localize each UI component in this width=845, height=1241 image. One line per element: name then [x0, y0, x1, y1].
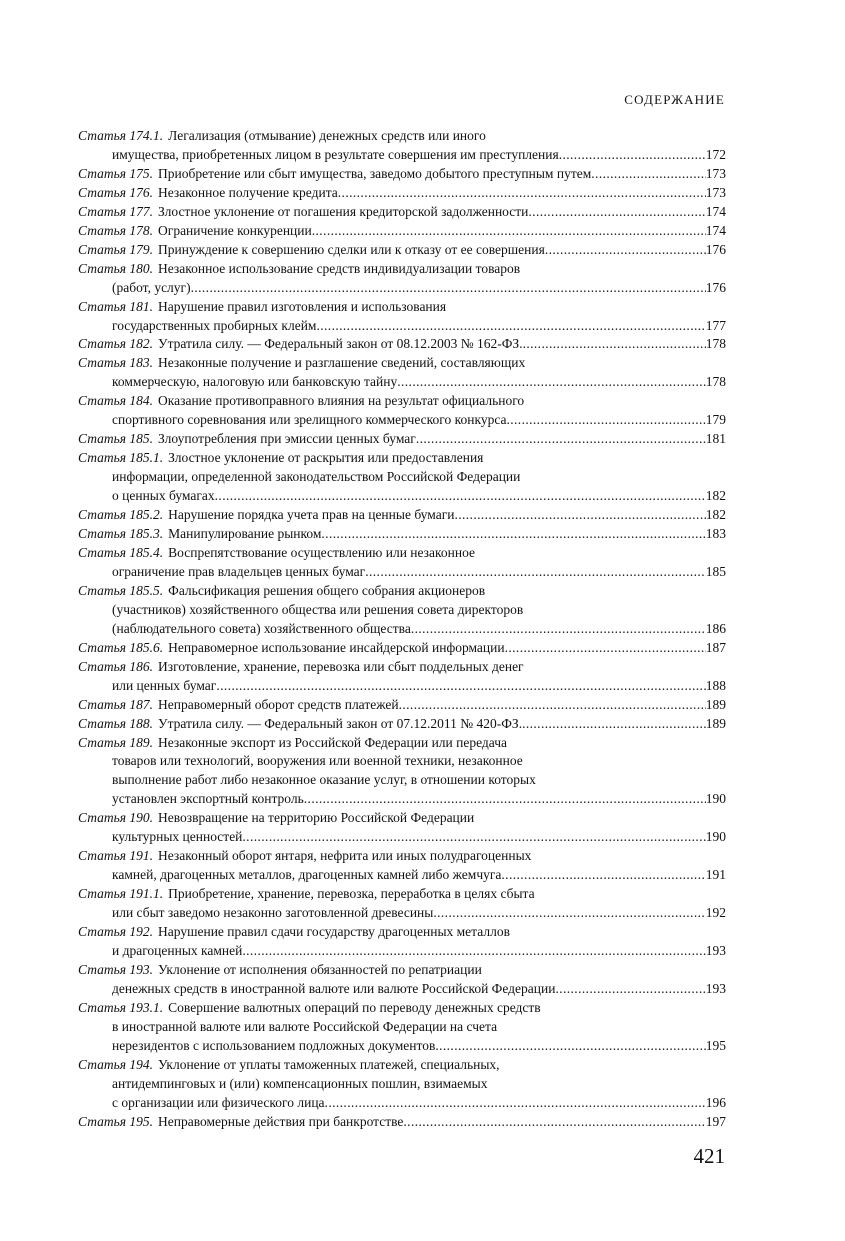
page-ref: 191 [705, 867, 726, 883]
page-ref: 187 [705, 639, 726, 655]
page-ref: 174 [705, 203, 726, 219]
toc-entry-line [78, 354, 726, 373]
toc-entry [78, 127, 726, 165]
toc-entry-line [78, 1113, 726, 1132]
toc-entry [78, 1113, 726, 1132]
article-title-text: Ограничение конкуренции [158, 222, 312, 238]
dot-leader [191, 279, 706, 298]
article-label: Статья 185.1. [78, 450, 164, 466]
toc-entry [78, 639, 726, 658]
article-title-text: Злостное уклонение от раскрытия или предоставления [168, 450, 484, 466]
article-title-text: Незаконный оборот янтаря, нефрита или иных полудрагоценных [158, 848, 532, 864]
toc-entry-line [78, 999, 726, 1018]
page-ref: 173 [705, 165, 726, 181]
toc-entry [78, 1056, 726, 1113]
toc-entry-line [78, 146, 726, 165]
page-number: 421 [693, 1144, 725, 1168]
article-title-text: установлен экспортный контроль [112, 791, 304, 807]
toc-entry-line [78, 1094, 726, 1113]
dot-leader [591, 165, 705, 184]
article-title-text: Легализация (отмывание) денежных средств или иного [168, 128, 486, 143]
article-label: Статья 187. [78, 696, 154, 712]
dot-leader [242, 828, 705, 847]
toc-entry-line [78, 203, 726, 222]
article-title-text: Утратила силу. — Федеральный закон от 08.12.2003 № 162-ФЗ. [158, 336, 523, 352]
toc-entry [78, 961, 726, 999]
article-title-text: Фальсификация решения общего собрания акционеров [168, 582, 486, 598]
article-title-text: Уклонение от уплаты таможенных платежей, специальных, [158, 1056, 500, 1072]
toc-entry [78, 184, 726, 203]
dot-leader [435, 1037, 705, 1056]
toc-entry-line [78, 468, 726, 487]
toc-entry [78, 260, 726, 298]
article-title-text: Уклонение от исполнения обязанностей по репатриации [158, 961, 482, 977]
toc-entry-line [78, 620, 726, 639]
article-title-text: Нарушение правил сдачи государству драгоценных металлов [158, 924, 510, 940]
article-title-text: антидемпинговых и (или) компенсационных пошлин, взимаемых [112, 1075, 488, 1091]
toc-entry-line [78, 790, 726, 809]
article-label: Статья 189. [78, 734, 154, 750]
article-label: Статья 192. [78, 924, 154, 940]
dot-leader [416, 430, 706, 449]
article-label: Статья 190. [78, 810, 154, 826]
toc-entry-line [78, 430, 726, 449]
article-label: Статья 184. [78, 393, 154, 409]
dot-leader [506, 411, 705, 430]
article-title-text: Неправомерные действия при банкротстве [158, 1113, 404, 1129]
article-label: Статья 193.1. [78, 999, 164, 1015]
toc-entry-line [78, 165, 726, 184]
page-ref: 190 [705, 791, 726, 807]
toc-entry-line [78, 411, 726, 430]
dot-leader [454, 506, 705, 525]
article-title-text: коммерческую, налоговую или банковскую тайну [112, 374, 398, 390]
page-ref: 182 [705, 488, 726, 504]
article-title-text: камней, драгоценных металлов, драгоценных камней либо жемчуга [112, 867, 502, 883]
article-title-text: Приобретение или сбыт имущества, заведомо добытого преступным путем [158, 165, 592, 181]
page-ref: 179 [705, 412, 726, 428]
dot-leader [325, 1094, 706, 1113]
page-ref: 172 [705, 146, 726, 162]
article-title-text: с организации или физического лица [112, 1094, 325, 1110]
article-title-text: или ценных бумаг [112, 677, 217, 693]
toc-entry-line [78, 923, 726, 942]
page-ref: 189 [705, 715, 726, 731]
article-label: Статья 175. [78, 165, 154, 181]
article-title-text: Неправомерный оборот средств платежей [158, 696, 399, 712]
toc-entry-line [78, 222, 726, 241]
toc-entry [78, 809, 726, 847]
article-label: Статья 194. [78, 1056, 154, 1072]
article-title-text: Злоупотребления при эмиссии ценных бумаг [158, 431, 416, 447]
article-label: Статья 178. [78, 222, 154, 238]
toc-entry [78, 506, 726, 525]
page-ref: 173 [705, 184, 726, 200]
article-label: Статья 179. [78, 241, 154, 257]
toc-entry-line [78, 1037, 726, 1056]
toc-entry-line [78, 449, 726, 468]
page-ref: 182 [705, 507, 726, 523]
toc-entry-line [78, 184, 726, 203]
toc-entry-line [78, 1075, 726, 1094]
toc-entry-line [78, 373, 726, 392]
page-ref: 181 [705, 431, 726, 447]
article-title-text: или сбыт заведомо незаконно заготовленной древесины [112, 905, 434, 921]
article-title-text: товаров или технологий, вооружения или военной техники, незаконное [112, 753, 523, 769]
page-ref: 178 [705, 336, 726, 352]
toc-entry-line [78, 904, 726, 923]
article-label: Статья 180. [78, 260, 154, 276]
page-ref: 193 [705, 942, 726, 958]
dot-leader [403, 1113, 705, 1132]
article-title-text: Нарушение правил изготовления и использования [158, 298, 447, 314]
toc-entry [78, 241, 726, 260]
article-label: Статья 185. [78, 431, 154, 447]
page-ref: 176 [705, 241, 726, 257]
dot-leader [545, 241, 706, 260]
page-ref: 195 [705, 1037, 726, 1053]
page-ref: 192 [705, 905, 726, 921]
article-title-text: (наблюдательного совета) хозяйственного общества [112, 620, 411, 636]
toc-entry-line [78, 942, 726, 961]
toc-entry [78, 392, 726, 430]
toc-entry [78, 696, 726, 715]
article-label: Статья 191. [78, 848, 154, 864]
dot-leader [399, 696, 706, 715]
page-ref: 197 [705, 1113, 726, 1129]
dot-leader [215, 487, 706, 506]
article-title-text: спортивного соревнования или зрелищного коммерческого конкурса [112, 412, 507, 428]
article-title-text: денежных средств в иностранной валюте или валюте Российской Федерации [112, 980, 556, 996]
article-title-text: и драгоценных камней [112, 942, 243, 958]
article-label: Статья 183. [78, 355, 154, 371]
article-label: Статья 185.4. [78, 544, 164, 560]
toc-entry [78, 734, 726, 810]
toc-entry-line [78, 260, 726, 279]
toc-entry-line [78, 487, 726, 506]
article-title-text: культурных ценностей [112, 829, 243, 845]
article-title-text: ограничение прав владельцев ценных бумаг [112, 563, 366, 579]
dot-leader [528, 203, 705, 222]
toc-entry [78, 525, 726, 544]
article-label: Статья 186. [78, 658, 154, 674]
toc-entry-line [78, 298, 726, 317]
page-ref: 196 [705, 1094, 726, 1110]
dot-leader [505, 639, 706, 658]
toc-entry-line [78, 1056, 726, 1075]
toc-entry [78, 999, 726, 1056]
toc-entry-line [78, 847, 726, 866]
article-label: Статья 188. [78, 715, 154, 731]
toc-entry [78, 449, 726, 506]
toc-entry [78, 923, 726, 961]
article-label: Статья 191.1. [78, 886, 164, 902]
toc-entry [78, 430, 726, 449]
article-label: Статья 185.3. [78, 526, 164, 542]
toc-entry [78, 582, 726, 639]
page-ref: 183 [705, 526, 726, 542]
article-title-text: имущества, приобретенных лицом в результате совершения им преступления [112, 146, 559, 162]
article-title-text: Совершение валютных операций по переводу денежных средств [168, 999, 541, 1015]
page-ref: 193 [705, 980, 726, 996]
dot-leader [312, 222, 706, 241]
article-title-text: в иностранной валюте или валюте Российской Федерации на счета [112, 1018, 498, 1034]
toc-entry-line [78, 828, 726, 847]
article-title-text: Неправомерное использование инсайдерской информации [168, 639, 505, 655]
toc-entry-line [78, 127, 726, 146]
page-ref: 174 [705, 222, 726, 238]
toc-entry [78, 544, 726, 582]
toc-entry [78, 298, 726, 336]
toc-entry-line [78, 639, 726, 658]
article-title-text: Нарушение порядка учета прав на ценные бумаги [168, 507, 455, 523]
toc-entry [78, 354, 726, 392]
dot-leader [559, 146, 706, 165]
article-label: Статья 185.6. [78, 639, 164, 655]
toc-entry-line [78, 809, 726, 828]
article-title-text: (работ, услуг) [112, 279, 191, 295]
toc-entry-line [78, 771, 726, 790]
article-label: Статья 195. [78, 1113, 154, 1129]
page-ref: 185 [705, 563, 726, 579]
article-title-text: государственных пробирных клейм [112, 317, 317, 333]
article-title-text: Злостное уклонение от погашения кредиторской задолженности [158, 203, 529, 219]
toc-entry [78, 165, 726, 184]
article-label: Статья 193. [78, 961, 154, 977]
article-title-text: Незаконное получение кредита [158, 184, 338, 200]
toc-entry-line [78, 1018, 726, 1037]
article-title-text: Незаконные получение и разглашение сведений, составляющих [158, 355, 526, 371]
article-label: Статья 174.1. [78, 128, 164, 143]
article-title-text: Принуждение к совершению сделки или к отказу от ее совершения [158, 241, 545, 257]
article-title-text: о ценных бумагах [112, 488, 215, 504]
toc-entry-line [78, 866, 726, 885]
article-label: Статья 185.5. [78, 582, 164, 598]
article-title-text: нерезидентов с использованием подложных документов [112, 1037, 436, 1053]
dot-leader [242, 942, 705, 961]
dot-leader [555, 980, 705, 999]
toc-entry-line [78, 734, 726, 753]
article-title-text: Манипулирование рынком [168, 526, 322, 542]
dot-leader [522, 715, 706, 734]
page-ref: 190 [705, 829, 726, 845]
dot-leader [433, 904, 705, 923]
toc-entry [78, 847, 726, 885]
toc-entry [78, 335, 726, 354]
dot-leader [304, 790, 706, 809]
toc-entry [78, 658, 726, 696]
article-title-text: (участников) хозяйственного общества или решения совета директоров [112, 601, 524, 617]
article-title-text: Утратила силу. — Федеральный закон от 07.12.2011 № 420-ФЗ. [158, 715, 523, 731]
article-label: Статья 182. [78, 336, 154, 352]
article-title-text: Оказание противоправного влияния на результат официального [158, 393, 525, 409]
dot-leader [523, 335, 706, 354]
toc-entry [78, 222, 726, 241]
toc-entry-line [78, 317, 726, 336]
page-ref: 176 [705, 279, 726, 295]
article-title-text: Незаконное использование средств индивидуализации товаров [158, 260, 521, 276]
article-title-text: Воспрепятствование осуществлению или незаконное [168, 544, 475, 560]
running-head: СОДЕРЖАНИЕ [624, 92, 725, 107]
article-title-text: Невозвращение на территорию Российской Федерации [158, 810, 475, 826]
page-ref: 188 [705, 677, 726, 693]
table-of-contents [78, 127, 726, 1132]
dot-leader [365, 563, 706, 582]
article-title-text: выполнение работ либо незаконное оказание услуг, в отношении которых [112, 772, 536, 788]
dot-leader [321, 525, 705, 544]
article-label: Статья 181. [78, 298, 154, 314]
toc-entry-line [78, 961, 726, 980]
toc-entry-line [78, 601, 726, 620]
dot-leader [501, 866, 705, 885]
dot-leader [397, 373, 706, 392]
article-title-text: Изготовление, хранение, перевозка или сбыт поддельных денег [158, 658, 524, 674]
page-ref: 186 [705, 620, 726, 636]
toc-entry-line [78, 715, 726, 734]
page-ref: 177 [705, 317, 726, 333]
toc-entry-line [78, 279, 726, 298]
dot-leader [338, 184, 706, 203]
toc-entry-line [78, 563, 726, 582]
toc-entry-line [78, 544, 726, 563]
toc-entry-line [78, 677, 726, 696]
article-label: Статья 176. [78, 184, 154, 200]
article-title-text: информации, определенной законодательством Российской Федерации [112, 469, 521, 485]
article-label: Статья 185.2. [78, 507, 164, 523]
page-ref: 189 [705, 696, 726, 712]
toc-entry-line [78, 241, 726, 260]
toc-entry [78, 203, 726, 222]
toc-entry [78, 715, 726, 734]
dot-leader [316, 317, 705, 336]
toc-entry-line [78, 335, 726, 354]
article-title-text: Незаконные экспорт из Российской Федерации или передача [158, 734, 508, 750]
toc-entry-line [78, 752, 726, 771]
page-ref: 178 [705, 374, 726, 390]
article-label: Статья 177. [78, 203, 154, 219]
toc-entry-line [78, 582, 726, 601]
dot-leader [216, 677, 705, 696]
toc-entry-line [78, 980, 726, 999]
toc-entry-line [78, 525, 726, 544]
dot-leader [411, 620, 706, 639]
toc-entry-line [78, 696, 726, 715]
toc-entry-line [78, 658, 726, 677]
toc-entry [78, 885, 726, 923]
toc-entry-line [78, 885, 726, 904]
article-title-text: Приобретение, хранение, перевозка, переработка в целях сбыта [168, 886, 535, 902]
toc-entry-line [78, 506, 726, 525]
toc-entry-line [78, 392, 726, 411]
